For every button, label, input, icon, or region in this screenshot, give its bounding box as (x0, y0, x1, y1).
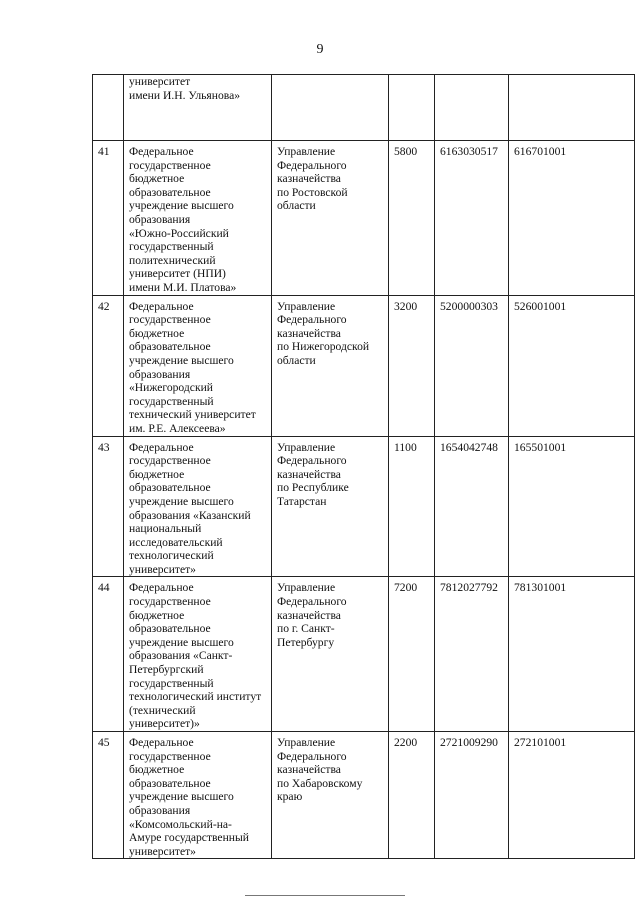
treasury-cell: Управление Федерального казначейства по Хабаровскому краю (272, 732, 389, 859)
inn-cell: 1654042748 (435, 436, 509, 577)
kpp-cell: 272101001 (509, 732, 635, 859)
kpp-cell: 616701001 (509, 141, 635, 296)
institutions-table (92, 74, 635, 859)
page-number: 9 (316, 42, 324, 57)
table-row (93, 577, 635, 732)
code-cell: 2200 (389, 732, 435, 859)
row-number-cell: 41 (93, 141, 124, 296)
row-number-cell (93, 75, 124, 141)
kpp-cell: 781301001 (509, 577, 635, 732)
treasury-cell (272, 75, 389, 141)
code-cell: 3200 (389, 295, 435, 436)
code-cell: 7200 (389, 577, 435, 732)
table-row (93, 295, 635, 436)
institution-name-cell: Федеральное государственное бюджетное образовательное учреждение высшего образования «Южно-Российский государственный политехнический университет (НПИ) имени М.И. Платова» (124, 141, 272, 296)
kpp-cell: 165501001 (509, 436, 635, 577)
code-cell: 5800 (389, 141, 435, 296)
treasury-cell: Управление Федерального казначейства по Ростовской области (272, 141, 389, 296)
treasury-cell: Управление Федерального казначейства по Республике Татарстан (272, 436, 389, 577)
inn-cell: 2721009290 (435, 732, 509, 859)
kpp-cell (509, 75, 635, 141)
institution-name-cell: Федеральное государственное бюджетное образовательное учреждение высшего образования «Комсомольский-на- Амуре государственный университет» (124, 732, 272, 859)
institution-name-cell: Федеральное государственное бюджетное образовательное учреждение высшего образования «Санкт- Петербургский государственный технологический институт (технический университет)» (124, 577, 272, 732)
code-cell (389, 75, 435, 141)
table-row (93, 732, 635, 859)
row-number-cell: 43 (93, 436, 124, 577)
institution-name-cell: университет имени И.Н. Ульянова» (124, 75, 272, 141)
institution-name-cell: Федеральное государственное бюджетное образовательное учреждение высшего образования «Нижегородский государственный технический университет им. Р.Е. Алексеева» (124, 295, 272, 436)
scan-edge-divider (245, 895, 405, 896)
inn-cell (435, 75, 509, 141)
treasury-cell: Управление Федерального казначейства по Нижегородской области (272, 295, 389, 436)
inn-cell: 7812027792 (435, 577, 509, 732)
code-cell: 1100 (389, 436, 435, 577)
row-number-cell: 42 (93, 295, 124, 436)
inn-cell: 6163030517 (435, 141, 509, 296)
institution-name-cell: Федеральное государственное бюджетное образовательное учреждение высшего образования «Казанский национальный исследовательский технологический университет» (124, 436, 272, 577)
table-row (93, 141, 635, 296)
row-number-cell: 44 (93, 577, 124, 732)
inn-cell: 5200000303 (435, 295, 509, 436)
table-row (93, 436, 635, 577)
treasury-cell: Управление Федерального казначейства по г. Санкт- Петербургу (272, 577, 389, 732)
table-row-continuation (93, 75, 635, 141)
row-number-cell: 45 (93, 732, 124, 859)
kpp-cell: 526001001 (509, 295, 635, 436)
